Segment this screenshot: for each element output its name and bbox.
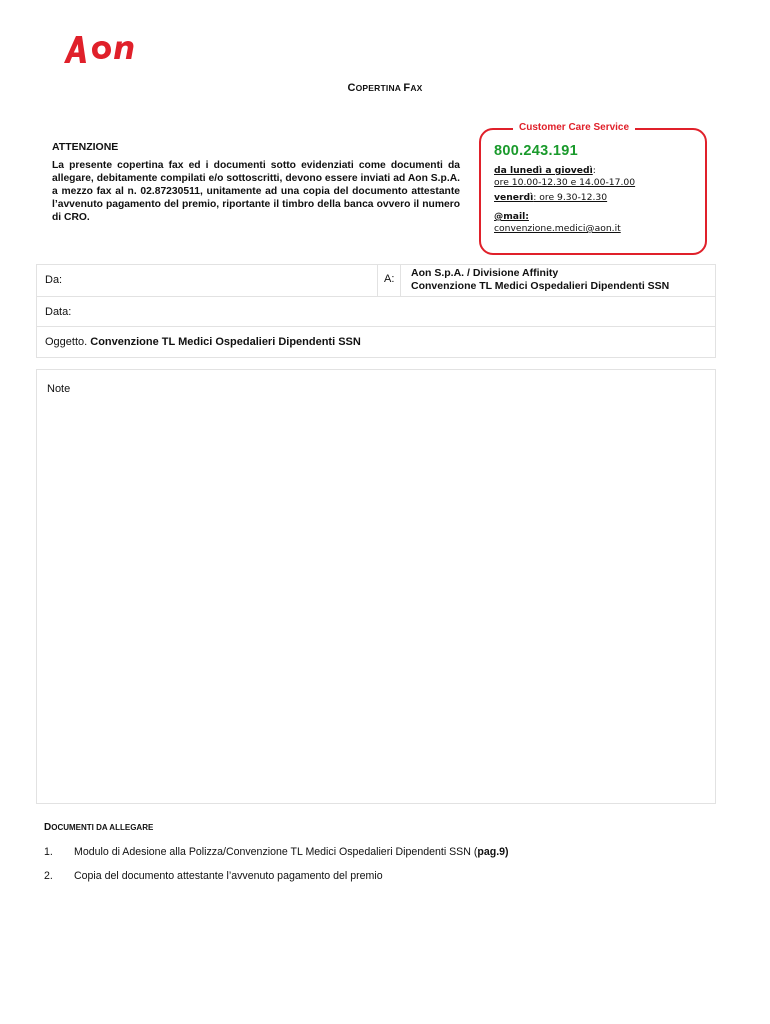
document-item <box>44 870 383 882</box>
document-text: Copia del documento attestante l’avvenuto pagamento del premio <box>74 870 383 882</box>
a-label: A: <box>384 273 395 285</box>
document-bold: pag.9) <box>477 846 509 858</box>
customer-care-email[interactable]: convenzione.medici@aon.it <box>494 223 621 234</box>
aon-logo <box>62 33 144 65</box>
document-item <box>44 846 509 858</box>
document-number: 1. <box>44 846 53 858</box>
data-label: Data: <box>45 306 72 318</box>
customer-care-hours1: ore 10.00-12.30 e 14.00-17.00 <box>494 177 636 188</box>
recipient-line2: Convenzione TL Medici Ospedalieri Dipendenti SSN <box>411 280 670 292</box>
subject-row <box>36 326 716 358</box>
subject-value: Convenzione TL Medici Ospedalieri Dipendenti SSN <box>90 336 361 348</box>
page-title: COPERTINA FAX <box>347 82 423 94</box>
notes-box[interactable] <box>36 369 716 804</box>
document-text: Modulo di Adesione alla Polizza/Convenzione TL Medici Ospedalieri Dipendenti SSN ( <box>74 846 478 858</box>
days1-suffix: : <box>592 165 596 176</box>
customer-care-phone[interactable]: 800.243.191 <box>494 143 578 159</box>
attention-heading: ATTENZIONE <box>52 141 119 153</box>
subject-label: Oggetto. <box>45 336 88 348</box>
customer-care-days2 <box>494 192 607 203</box>
documents-heading: DOCUMENTI DA ALLEGARE <box>44 822 154 833</box>
date-row <box>36 296 716 327</box>
document-number: 2. <box>44 870 53 882</box>
customer-care-days1 <box>494 165 596 176</box>
hours2-text: : ore 9.30-12.30 <box>533 192 608 203</box>
days1-label: da lunedì a giovedì <box>494 165 593 176</box>
sender-recipient-row <box>36 264 716 297</box>
recipient-line1: Aon S.p.A. / Divisione Affinity <box>411 267 559 279</box>
subject-field <box>45 336 361 348</box>
recipient-value <box>411 267 669 293</box>
mail-label: @mail: <box>494 211 529 222</box>
a-cell <box>377 264 401 297</box>
days2-label: venerdì <box>494 192 534 203</box>
notes-label: Note <box>47 383 71 395</box>
customer-care-label: Customer Care Service <box>513 122 635 133</box>
attention-body: La presente copertina fax ed i documenti sotto evidenziati come documenti da allegare, debitamente compilati e/o sottoscritti, devono essere inviati ad Aon S.p.A. a mezzo fax al n. 02.87230511, unitamente ad una copia del documento attestante l’avvenuto pagamento del premio, riportante il timbro della banca ovvero il numero di CRO. <box>52 160 460 223</box>
da-label: Da: <box>45 274 63 286</box>
